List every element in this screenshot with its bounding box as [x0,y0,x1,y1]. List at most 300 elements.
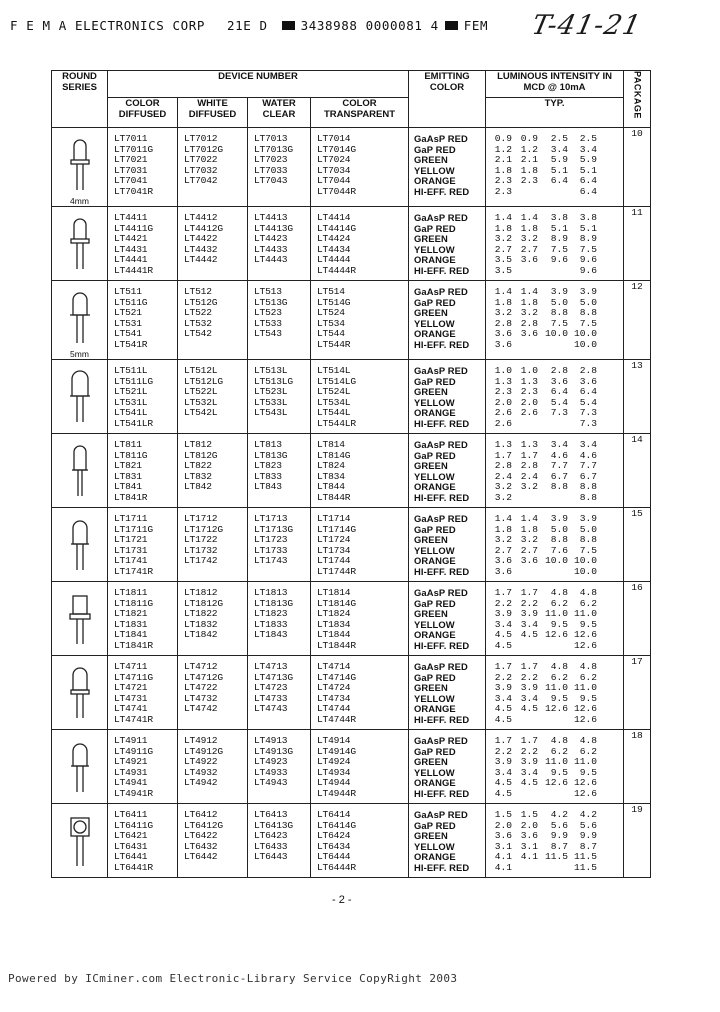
device-number: LT844 [317,481,345,493]
luminous-value: 9.5 [550,618,569,630]
emitting-color: YELLOW [414,396,455,408]
device-number: LT4744R [317,713,356,725]
luminous-value [538,715,568,726]
luminous-value: 1.0 [494,365,513,376]
luminous-value: 3.4 [494,692,513,704]
color-diffused-cell [108,281,178,360]
luminous-value: 5.6 [550,819,569,831]
emitting-color: YELLOW [414,618,455,630]
emitting-color: ORANGE [414,407,456,419]
device-number: LT523 [254,307,282,319]
luminous-value: 9.6 [579,264,598,276]
device-number: LT1811G [114,597,153,609]
device-number: LT7043 [254,175,288,187]
luminous-value: 7.7 [579,460,598,472]
luminous-value [512,789,538,800]
luminous-value: 3.6 [520,830,539,842]
device-number: LT4413 [254,212,288,223]
device-number: LT511L [114,365,148,376]
luminous-intensity-cell [486,360,624,434]
luminous-value: 2.5 [579,133,598,144]
device-number: LT7012 [184,133,218,144]
device-number: LT4424 [317,233,351,245]
luminous-value: 2.8 [494,317,513,329]
white-diffused-cell [178,128,248,207]
led-spec-table [51,70,651,878]
luminous-value: 1.2 [520,143,539,155]
luminous-value: 10.0 [573,328,598,340]
luminous-value: 11.0 [573,682,598,694]
led-outline-icon [52,666,107,722]
luminous-value: 3.5 [494,264,513,276]
device-number: LT6412G [184,819,223,831]
device-number: LT4941 [114,777,148,789]
luminous-value: 2.8 [550,365,569,376]
led-shape-cell [52,360,108,434]
luminous-intensity-cell [486,434,624,508]
luminous-value: 2.8 [494,460,513,472]
color-transparent-cell [311,582,409,656]
emitting-color: HI-EFF. RED [414,338,470,350]
white-diffused-cell [178,281,248,360]
device-number: LT4731 [114,692,148,704]
device-number: LT822 [184,460,212,472]
device-number: LT4924 [317,756,351,768]
device-number: LT522L [184,386,218,398]
device-number: LT513 [254,286,282,297]
led-shape-cell [52,434,108,508]
size-label: 5mm [70,349,89,359]
luminous-value: 11.5 [573,851,598,863]
luminous-value: 3.1 [494,840,513,852]
luminous-value: 11.5 [573,861,598,873]
luminous-value: 3.2 [494,491,513,503]
device-number: LT1821 [114,608,148,620]
luminous-value: 1.7 [494,735,513,746]
package-number: 12 [624,281,651,360]
device-number: LT4911G [114,745,153,757]
led-outline-icon [52,138,107,194]
luminous-value: 1.4 [494,513,513,524]
luminous-value: 3.2 [520,307,539,319]
device-number: LT1843 [254,629,288,641]
white-diffused-cell [178,582,248,656]
device-number: LT1844R [317,639,356,651]
luminous-intensity-cell [486,656,624,730]
luminous-value: 4.1 [494,861,513,873]
luminous-value: 3.1 [520,840,539,852]
device-number: LT4723 [254,682,288,694]
luminous-value: 7.5 [550,243,569,255]
device-number: LT7021 [114,154,148,166]
luminous-value: 3.2 [520,534,539,546]
table-row [52,730,651,804]
device-number: LT4933 [254,766,288,778]
luminous-value: 3.6 [494,830,513,842]
device-number: LT841R [114,491,148,503]
luminous-value: 9.5 [550,692,569,704]
round-series-header: ROUND SERIES [52,71,108,128]
water-clear-cell [248,508,311,582]
luminous-value [538,187,568,198]
luminous-value: 9.6 [579,254,598,266]
device-number: LT4912G [184,745,223,757]
luminous-value: 3.2 [520,481,539,493]
luminous-value: 3.4 [494,766,513,778]
device-number: LT1813 [254,587,288,598]
luminous-value [512,419,538,430]
device-number: LT7011 [114,133,148,144]
device-number: LT1814 [317,587,351,598]
device-number: LT844R [317,491,351,503]
device-number: LT4433 [254,243,288,255]
device-number: LT4413G [254,222,293,234]
header-code-3: FEM [463,17,489,33]
emitting-color: GaP RED [414,523,456,535]
water-clear-cell [248,434,311,508]
device-number: LT4931 [114,766,148,778]
color-diffused-cell [108,207,178,281]
luminous-value: 7.5 [579,544,598,556]
emitting-color: ORANGE [414,254,456,266]
luminous-value: 1.8 [494,296,513,308]
luminous-value: 7.3 [579,407,598,419]
size-label: 4mm [70,196,89,206]
luminous-value: 12.6 [544,703,569,715]
emitting-color: YELLOW [414,766,455,778]
luminous-value: 2.3 [520,386,539,398]
white-diffused-cell [178,804,248,878]
device-number: LT6441R [114,861,153,873]
luminous-value: 9.5 [579,618,598,630]
luminous-value: 3.4 [520,766,539,778]
device-number: LT1823 [254,608,288,620]
emitting-color: GaAsP RED [414,735,468,746]
device-number: LT4714G [317,671,356,683]
device-number: LT514G [317,296,351,308]
page-number: - 2 - [332,894,352,906]
color-diffused-cell [108,582,178,656]
luminous-value: 8.9 [550,233,569,245]
luminous-value: 1.8 [494,523,513,535]
emitting-color: GREEN [414,307,448,319]
luminous-value: 12.6 [544,629,569,641]
device-number: LT512 [184,286,212,297]
emitting-color: HI-EFF. RED [414,491,470,503]
luminous-value: 3.2 [494,481,513,493]
luminous-value: 2.8 [520,460,539,472]
luminous-value: 4.8 [579,587,598,598]
luminous-value: 5.0 [579,523,598,535]
device-number: LT813 [254,439,282,450]
emitting-color: YELLOW [414,243,455,255]
luminous-value: 1.3 [494,439,513,450]
device-number: LT4921 [114,756,148,768]
emitting-color: ORANGE [414,175,456,187]
luminous-value: 11.5 [544,851,569,863]
device-number: LT4744 [317,703,351,715]
device-number: LT532 [184,317,212,329]
device-number: LT7011G [114,143,153,155]
device-number: LT4441R [114,264,153,276]
luminous-value [538,419,568,430]
device-number: LT6433 [254,840,288,852]
luminous-value: 11.0 [573,756,598,768]
table-row [52,434,651,508]
device-number: LT524 [317,307,345,319]
device-number: LT1713G [254,523,293,535]
luminous-value: 3.6 [494,555,513,567]
device-number: LT532L [184,396,218,408]
device-number: LT6442 [184,851,218,863]
luminous-value: 3.8 [550,212,569,223]
table-row [52,360,651,434]
device-number: LT512L [184,365,218,376]
device-number: LT541LR [114,417,153,429]
emitting-color: ORANGE [414,851,456,863]
color-diffused-cell [108,434,178,508]
emitting-color: GaAsP RED [414,513,468,524]
luminous-value: 1.4 [520,513,539,524]
luminous-value: 11.0 [544,756,569,768]
device-number: LT4712 [184,661,218,672]
device-number: LT1711 [114,513,148,524]
luminous-value: 2.6 [494,407,513,419]
device-number: LT513G [254,296,288,308]
led-outline-icon [52,291,107,347]
luminous-value: 7.7 [550,460,569,472]
luminous-value: 10.0 [573,565,598,577]
footer-credit: Powered by ICminer.com Electronic-Library Service CopyRight 2003 [8,972,458,985]
luminous-value: 8.8 [579,481,598,493]
device-number: LT541L [114,407,148,419]
luminous-value: 4.2 [579,809,598,820]
device-number: LT1833 [254,618,288,630]
water-clear-cell [248,656,311,730]
device-number: LT7031 [114,164,148,176]
color-transparent-cell [311,804,409,878]
emitting-color: GaP RED [414,745,456,757]
luminous-value: 3.8 [579,212,598,223]
emitting-color: GaAsP RED [414,439,468,450]
device-number: LT1711G [114,523,153,535]
white-diffused-cell [178,360,248,434]
luminous-value [538,863,568,874]
device-number: LT6422 [184,830,218,842]
device-number: LT1832 [184,618,218,630]
luminous-value: 9.9 [550,830,569,842]
device-number: LT6434 [317,840,351,852]
led-shape-cell [52,582,108,656]
device-number: LT1732 [184,544,218,556]
luminous-value: 2.2 [494,671,513,683]
device-number: LT7041R [114,185,153,197]
table-row [52,128,651,207]
emitting-color: HI-EFF. RED [414,185,470,197]
typ-header: TYP. [486,98,624,128]
luminous-value: 1.4 [494,286,513,297]
device-number: LT4724 [317,682,351,694]
emitting-color: GREEN [414,534,448,546]
luminous-value: 1.3 [520,375,539,387]
package-number: 19 [624,804,651,878]
company-name: F E M A ELECTRONICS CORP [10,17,206,33]
emitting-color: YELLOW [414,544,455,556]
device-number: LT1724 [317,534,351,546]
device-number: LT544LR [317,417,356,429]
luminous-value [512,493,538,504]
luminous-value: 8.7 [579,840,598,852]
luminous-value: 7.5 [550,317,569,329]
device-number: LT1844 [317,629,351,641]
luminous-value [512,340,538,351]
water-clear-cell [248,128,311,207]
luminous-value: 7.6 [550,544,569,556]
device-number: LT533L [254,396,288,408]
luminous-value: 3.6 [520,254,539,266]
emitting-color: GaAsP RED [414,133,468,144]
device-number: LT531 [114,317,142,329]
luminous-value: 2.0 [494,396,513,408]
black-square-icon [445,21,458,30]
luminous-value: 2.6 [494,417,513,429]
luminous-value: 12.6 [573,787,598,799]
luminous-value: 7.5 [579,317,598,329]
device-number: LT4942 [184,777,218,789]
white-diffused-header: WHITE DIFFUSED [178,98,248,128]
luminous-value: 1.8 [494,164,513,176]
luminous-value: 3.9 [550,286,569,297]
header-code-2: 3438988 0000081 4 [300,17,439,33]
luminous-value: 3.9 [520,682,539,694]
device-number: LT813G [254,449,288,461]
package-number: 14 [624,434,651,508]
luminous-value: 6.2 [550,745,569,757]
luminous-value: 1.5 [520,809,539,820]
device-number: LT7034 [317,164,351,176]
luminous-value [512,266,538,277]
device-number: LT6444R [317,861,356,873]
water-clear-cell [248,804,311,878]
device-number: LT814 [317,439,345,450]
luminous-value [538,567,568,578]
emitting-color: HI-EFF. RED [414,417,470,429]
color-diffused-cell [108,804,178,878]
device-number: LT811 [114,439,142,450]
device-number: LT7014 [317,133,351,144]
luminous-value: 0.9 [494,133,513,144]
device-number: LT4913G [254,745,293,757]
device-number: LT4943 [254,777,288,789]
luminous-value: 1.8 [520,164,539,176]
emitting-color: HI-EFF. RED [414,639,470,651]
device-number: LT541R [114,338,148,350]
device-number: LT544L [317,407,351,419]
device-number: LT4423 [254,233,288,245]
emitting-color: ORANGE [414,555,456,567]
luminous-value: 3.4 [520,692,539,704]
handwritten-note: T-41-21 [529,10,645,41]
luminous-value: 6.2 [579,671,598,683]
luminous-value: 1.3 [520,439,539,450]
luminous-value: 4.2 [550,809,569,820]
device-number: LT814G [317,449,351,461]
emitting-color: GaAsP RED [414,286,468,297]
luminous-value: 1.7 [494,449,513,461]
luminous-value: 1.7 [494,661,513,672]
luminous-value: 2.4 [494,470,513,482]
luminous-value: 2.0 [520,396,539,408]
luminous-value: 4.5 [494,787,513,799]
device-number: LT7044 [317,175,351,187]
luminous-value: 4.5 [520,777,539,789]
white-diffused-cell [178,656,248,730]
emitting-color: HI-EFF. RED [414,264,470,276]
emitting-color-cell [409,360,486,434]
luminous-value: 2.2 [520,597,539,609]
package-number: 16 [624,582,651,656]
luminous-value: 3.9 [550,513,569,524]
device-number: LT511LG [114,375,153,387]
color-diffused-cell [108,656,178,730]
luminous-value: 2.0 [520,819,539,831]
device-number: LT1714 [317,513,351,524]
color-diffused-cell [108,128,178,207]
device-number: LT4743 [254,703,288,715]
luminous-value: 4.5 [494,703,513,715]
luminous-value: 1.7 [520,661,539,672]
luminous-value: 4.8 [550,587,569,598]
device-number: LT4911 [114,735,148,746]
device-number: LT1742 [184,555,218,567]
device-number: LT4414G [317,222,356,234]
luminous-value: 3.2 [494,307,513,319]
luminous-value: 11.0 [544,682,569,694]
device-number: LT511 [114,286,142,297]
device-number: LT1841 [114,629,148,641]
luminous-intensity-cell [486,508,624,582]
emitting-color: GaP RED [414,143,456,155]
white-diffused-cell [178,434,248,508]
led-outline-icon [52,592,107,648]
emitting-color: ORANGE [414,328,456,340]
luminous-value: 10.0 [573,338,598,350]
luminous-value: 11.0 [573,608,598,620]
device-number: LT1722 [184,534,218,546]
color-transparent-cell [311,207,409,281]
luminous-value: 1.4 [520,212,539,223]
device-number: LT1741 [114,555,148,567]
table-body [52,128,651,878]
device-number: LT1834 [317,618,351,630]
luminous-value [538,340,568,351]
color-diffused-header: COLOR DIFFUSED [108,98,178,128]
led-shape-cell [52,656,108,730]
device-number: LT4944 [317,777,351,789]
device-number: LT1714G [317,523,356,535]
device-number: LT1743 [254,555,288,567]
emitting-color: ORANGE [414,703,456,715]
led-shape-cell [52,804,108,878]
device-number: LT513L [254,365,288,376]
luminous-value [512,863,538,874]
emitting-color: GREEN [414,608,448,620]
device-number: LT7022 [184,154,218,166]
device-number: LT6443 [254,851,288,863]
luminous-value: 5.9 [550,154,569,166]
emitting-color: GREEN [414,233,448,245]
luminous-value: 6.4 [579,175,598,187]
